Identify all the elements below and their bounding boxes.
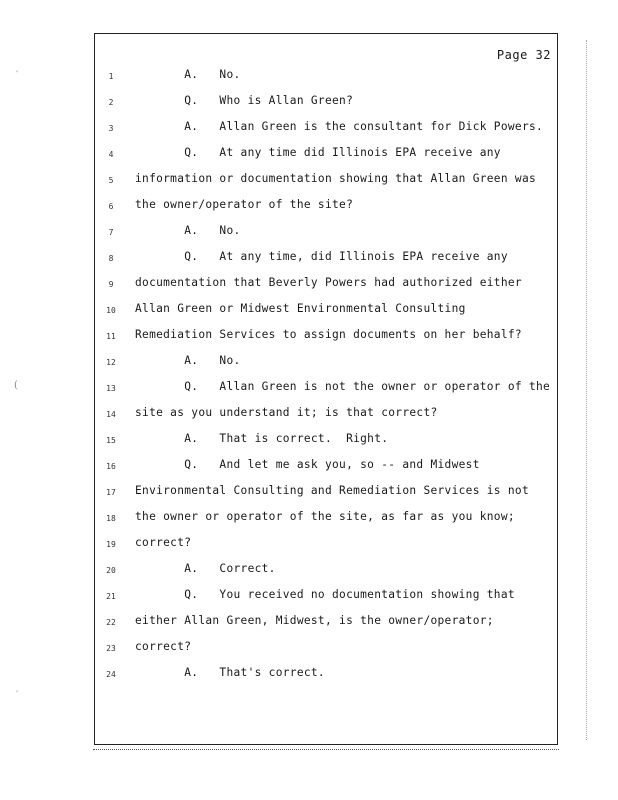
- line-text: either Allan Green, Midwest, is the owner/operator;: [135, 614, 494, 627]
- line-number: 21: [106, 592, 116, 601]
- page-number: Page 32: [496, 48, 551, 62]
- transcript-line: [95, 250, 559, 270]
- line-text: Q. Who is Allan Green?: [135, 94, 354, 107]
- line-text: A. No.: [135, 354, 241, 367]
- transcript-line: [95, 172, 559, 192]
- line-number: 4: [108, 150, 114, 159]
- line-number: 6: [108, 202, 114, 211]
- line-text: Remediation Services to assign documents on her behalf?: [135, 328, 522, 341]
- transcript-line: [95, 406, 559, 426]
- line-number: 2: [108, 98, 114, 107]
- transcript-line: [95, 432, 559, 452]
- transcript-line: [95, 380, 559, 400]
- line-number: 9: [108, 280, 114, 289]
- line-number: 12: [106, 358, 116, 367]
- line-text: Q. You received no documentation showing that: [135, 588, 515, 601]
- line-number: 14: [106, 410, 116, 419]
- transcript-line: [95, 640, 559, 660]
- line-text: Q. At any time, did Illinois EPA receive any: [135, 250, 508, 263]
- line-number: 16: [106, 462, 116, 471]
- line-text: documentation that Beverly Powers had authorized either: [135, 276, 522, 289]
- transcript-line: [95, 276, 559, 296]
- transcript-line: [95, 146, 559, 166]
- transcript-line: [95, 562, 559, 582]
- transcript-line: [95, 120, 559, 140]
- transcript-line: [95, 536, 559, 556]
- line-text: Environmental Consulting and Remediation Services is not: [135, 484, 529, 497]
- line-number: 17: [106, 488, 116, 497]
- line-number: 23: [106, 644, 116, 653]
- line-number: 11: [106, 332, 116, 341]
- page-edge-shadow: [586, 40, 589, 740]
- line-number: 15: [106, 436, 116, 445]
- transcript-line: [95, 458, 559, 478]
- transcript-line: [95, 198, 559, 218]
- line-text: correct?: [135, 640, 192, 653]
- line-text: the owner or operator of the site, as far as you know;: [135, 510, 515, 523]
- line-number: 10: [106, 306, 116, 315]
- line-text: Allan Green or Midwest Environmental Consulting: [135, 302, 466, 315]
- margin-mark: (: [14, 380, 18, 391]
- line-number: 13: [106, 384, 116, 393]
- line-number: 24: [106, 670, 116, 679]
- transcript-line: [95, 302, 559, 322]
- line-text: Q. Allan Green is not the owner or operator of the: [135, 380, 551, 393]
- transcript-line: [95, 328, 559, 348]
- transcript-line: [95, 68, 559, 88]
- line-number: 5: [108, 176, 114, 185]
- line-text: Q. And let me ask you, so -- and Midwest: [135, 458, 480, 471]
- transcript-page: [94, 33, 558, 745]
- transcript-line: [95, 354, 559, 374]
- line-number: 22: [106, 618, 116, 627]
- transcript-line: [95, 614, 559, 634]
- transcript-line: [95, 224, 559, 244]
- line-text: A. Allan Green is the consultant for Dick Powers.: [135, 120, 544, 133]
- line-text: A. Correct.: [135, 562, 276, 575]
- line-text: information or documentation showing that Allan Green was: [135, 172, 537, 185]
- transcript-line: [95, 94, 559, 114]
- transcript-line: [95, 666, 559, 686]
- line-number: 20: [106, 566, 116, 575]
- line-text: Q. At any time did Illinois EPA receive any: [135, 146, 501, 159]
- line-text: A. That's correct.: [135, 666, 325, 679]
- line-number: 7: [108, 228, 114, 237]
- transcript-line: [95, 510, 559, 530]
- transcript-line: [95, 484, 559, 504]
- line-text: site as you understand it; is that correct?: [135, 406, 438, 419]
- line-text: the owner/operator of the site?: [135, 198, 354, 211]
- line-number: 18: [106, 514, 116, 523]
- line-text: A. No.: [135, 68, 241, 81]
- margin-mark: ′: [16, 70, 19, 81]
- line-text: A. That is correct. Right.: [135, 432, 389, 445]
- line-text: A. No.: [135, 224, 241, 237]
- line-text: correct?: [135, 536, 192, 549]
- line-number: 19: [106, 540, 116, 549]
- line-number: 1: [108, 72, 114, 81]
- margin-mark: ′: [16, 690, 19, 701]
- transcript-line: [95, 588, 559, 608]
- line-number: 3: [108, 124, 114, 133]
- line-number: 8: [108, 254, 114, 263]
